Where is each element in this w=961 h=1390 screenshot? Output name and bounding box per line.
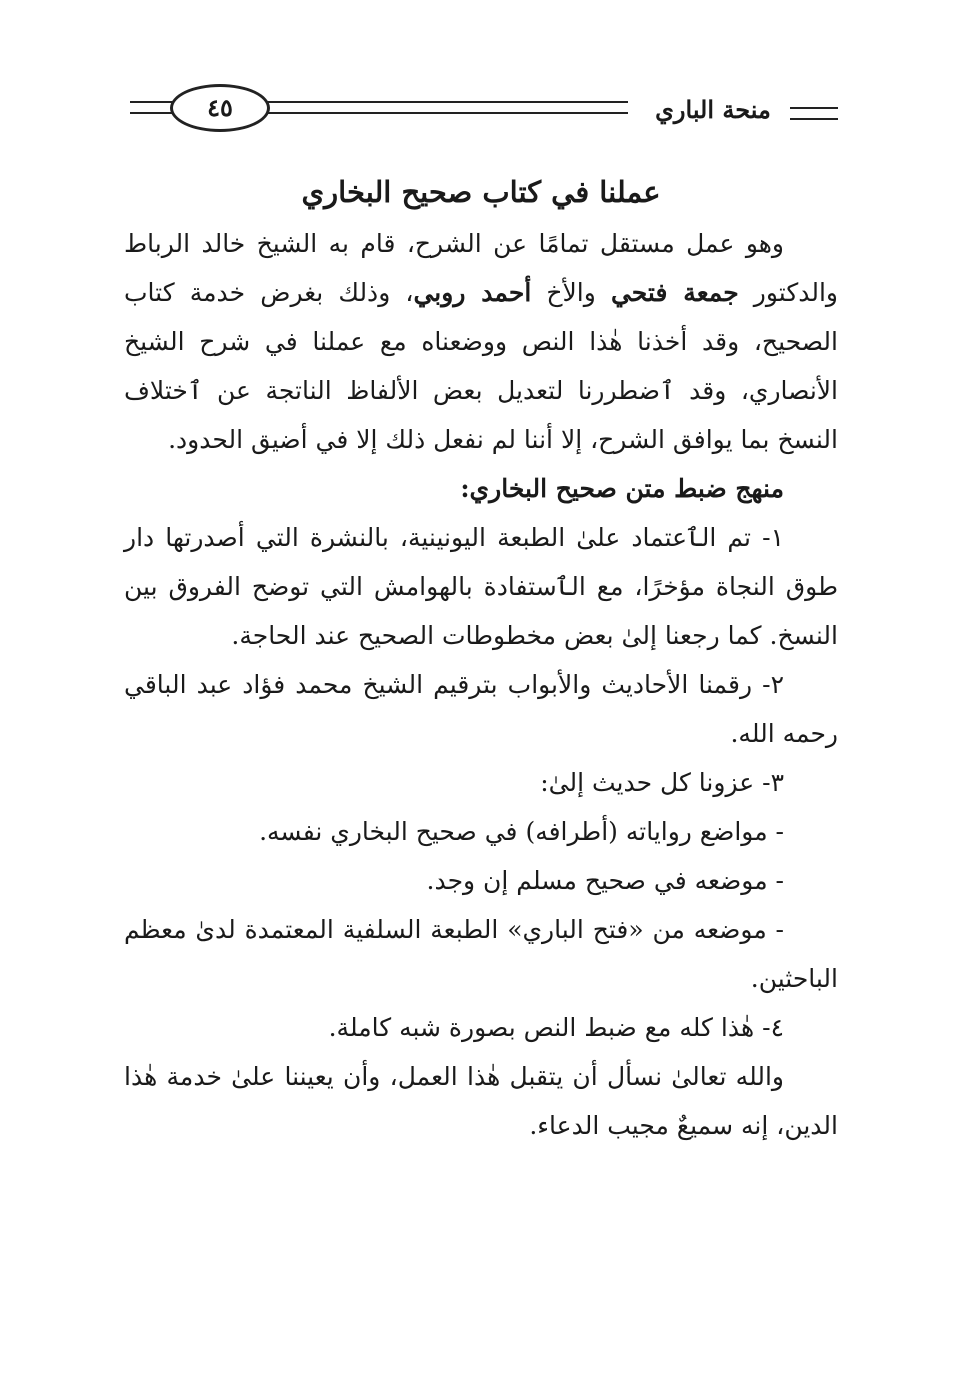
method-item-1: ١- تم الٱعتماد علىٰ الطبعة اليونينية، بالنشرة التي أصدرتها دار طوق النجاة مؤخرًا، مع الٱستفادة بالهوامش التي توضح الفروق بين النسخ. كما رجعنا إلىٰ بعض مخطوطات الصحيح عند الحاجة. <box>124 523 838 650</box>
bullet-item-2: - موضعه في صحيح مسلم إن وجد. <box>426 866 784 895</box>
intro-name-1: جمعة فتحي <box>610 278 739 307</box>
method-item-2: ٢- رقمنا الأحاديث والأبواب بترقيم الشيخ محمد فؤاد عبد الباقي رحمه الله. <box>124 670 838 748</box>
page-number-oval <box>170 84 270 132</box>
bullet-item-3: - موضعه من «فتح الباري» الطبعة السلفية المعتمدة لدىٰ معظم الباحثين. <box>124 915 838 993</box>
header-rule-right <box>790 107 838 120</box>
section-title: عملنا في كتاب صحيح البخاري <box>301 175 661 209</box>
method-heading: منهج ضبط متن صحيح البخاري: <box>460 474 784 503</box>
page-content <box>124 168 838 1150</box>
intro-paragraph <box>124 219 838 464</box>
header-rule-middle <box>262 101 628 114</box>
intro-text-part3: ، وذلك بغرض خدمة كتاب الصحيح، وقد أخذنا هٰذا النص ووضعناه مع عملنا في شرح الشيخ الأنصاري، وقد ٱضطررنا لتعديل بعض الألفاظ الناتجة عن ٱختلاف النسخ بما يوافق الشرح، إلا أننا لم نفعل ذلك إلا في أضيق الحدود. <box>124 278 838 454</box>
running-book-title: منحة الباري <box>655 95 771 124</box>
method-item-4: ٤- هٰذا كله مع ضبط النص بصورة شبه كاملة. <box>328 1013 784 1042</box>
closing-paragraph: والله تعالىٰ نسأل أن يتقبل هٰذا العمل، وأن يعيننا علىٰ خدمة هٰذا الدين، إنه سميعٌ مجيب الدعاء. <box>124 1062 838 1140</box>
method-item-3: ٣- عزونا كل حديث إلىٰ: <box>540 768 784 797</box>
intro-name-2: أحمد روبي <box>413 278 532 307</box>
intro-text-part1: وهو عمل مستقل تمامًا عن الشرح، قام به الشيخ خالد الرباط والدكتور <box>124 229 838 307</box>
intro-text-part2: والأخ <box>546 278 596 307</box>
page-number: ٤٥ <box>207 93 233 122</box>
bullet-item-1: - مواضع رواياته (أطرافه) في صحيح البخاري نفسه. <box>259 817 784 846</box>
